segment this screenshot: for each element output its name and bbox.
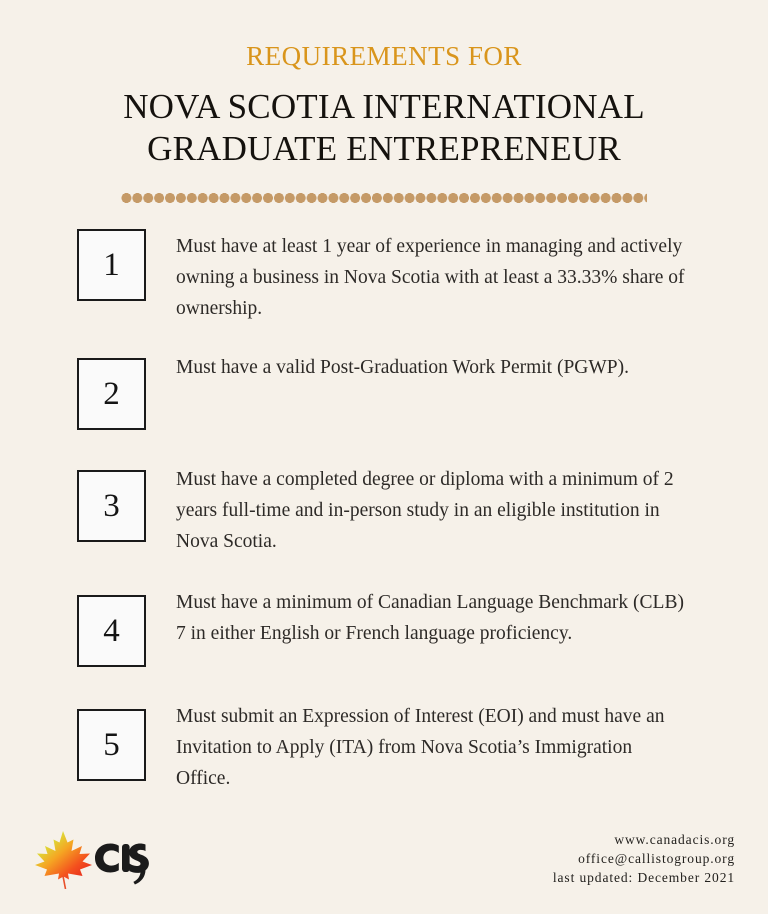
requirement-text: Must have a valid Post-Graduation Work Permit (PGWP). (176, 357, 630, 379)
requirement-number-box (77, 229, 146, 301)
footer (0, 820, 768, 896)
footer-email[interactable]: office@callistogroup.org (578, 850, 735, 866)
requirement-number: 1 (103, 246, 120, 283)
page-title (0, 86, 768, 171)
list-item (77, 462, 690, 557)
requirements-list (0, 229, 768, 794)
page-title-line-2: GRADUATE ENTREPRENEUR (147, 129, 621, 169)
maple-leaf-icon (32, 827, 150, 889)
requirement-text: Must have a completed degree or diploma with a minimum of 2 years full-time and in-person study in an eligible institution in Nova Scotia. (176, 469, 674, 553)
requirement-text: Must have a minimum of Canadian Language Benchmark (CLB) 7 in either English or French language proficiency. (176, 592, 684, 645)
requirement-number: 2 (103, 375, 120, 412)
footer-contact (553, 830, 735, 887)
requirement-number-box (77, 358, 146, 430)
requirement-number-box (77, 709, 146, 781)
page-title-line-1: NOVA SCOTIA INTERNATIONAL (123, 86, 645, 126)
cis-wordmark (95, 844, 149, 885)
requirement-number: 4 (103, 612, 120, 649)
requirement-number: 3 (103, 487, 120, 524)
list-item (77, 585, 690, 667)
list-item (77, 699, 690, 794)
footer-last-updated: last updated: December 2021 (552, 869, 735, 885)
header (0, 0, 768, 171)
logo (32, 827, 150, 889)
eyebrow-heading: REQUIREMENTS FOR (246, 41, 522, 71)
dotted-divider (121, 193, 647, 203)
requirement-number: 5 (103, 726, 120, 763)
list-item (77, 229, 690, 324)
list-item (77, 350, 690, 430)
footer-website[interactable]: www.canadacis.org (614, 831, 735, 847)
requirement-number-box (77, 470, 146, 542)
requirement-text: Must have at least 1 year of experience in managing and actively owning a business in Nova Scotia with at least a 33.33% share of ownership. (176, 236, 685, 320)
requirement-text: Must submit an Expression of Interest (EOI) and must have an Invitation to Apply (ITA) from Nova Scotia’s Immigration Office. (176, 706, 665, 790)
requirement-number-box (77, 595, 146, 667)
